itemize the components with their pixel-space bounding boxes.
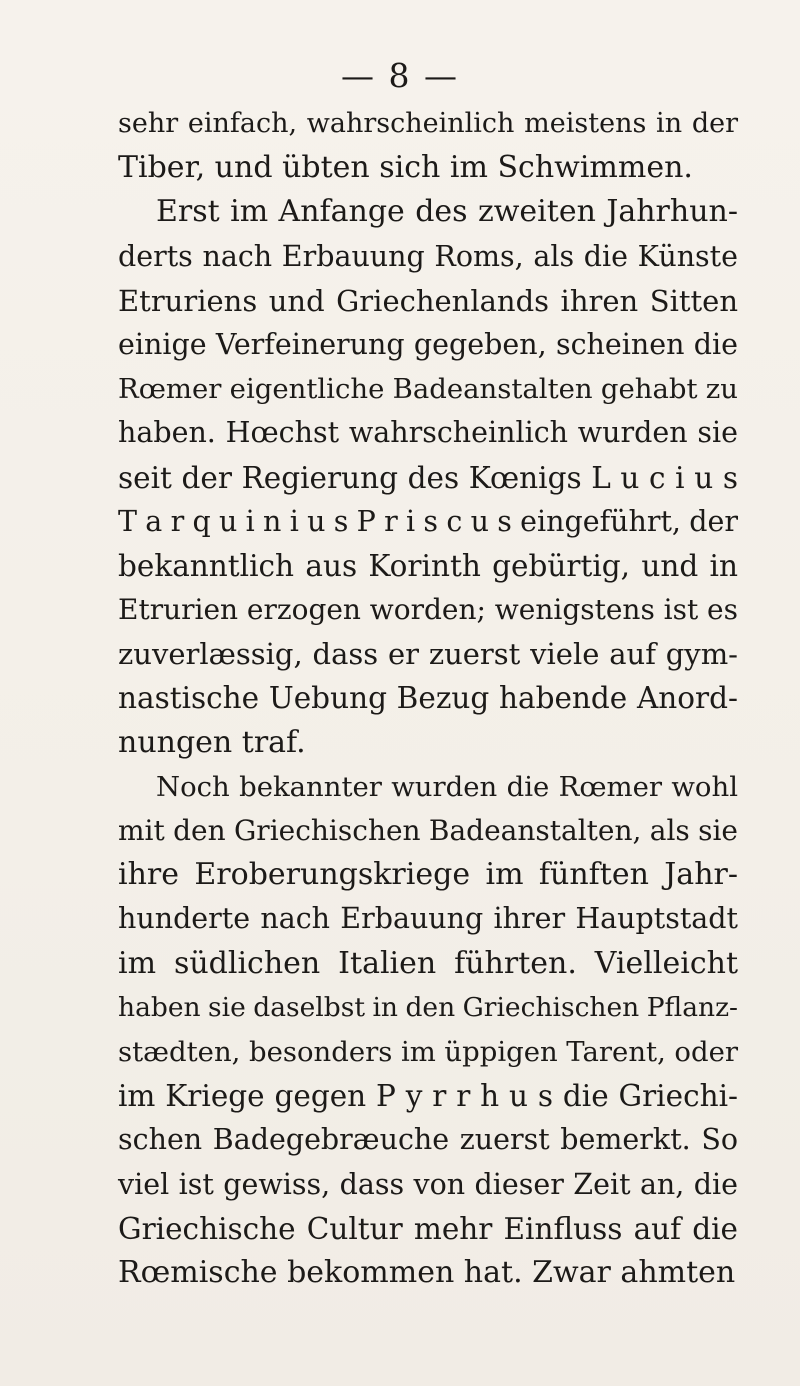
text-line: Rœmische bekommen hat. Zwar ahmten xyxy=(118,1254,736,1290)
text-line: seit der Regierung des Kœnigs L u c i u s xyxy=(118,460,738,495)
text-line: mit den Griechischen Badeanstalten, als sie xyxy=(118,814,738,847)
text-line: hunderte nach Erbauung ihrer Hauptstadt xyxy=(118,902,738,936)
text-line: Tiber, und übten sich im Schwimmen. xyxy=(118,150,693,186)
text-line: Noch bekannter wurden die Rœmer wohl xyxy=(156,770,738,803)
text-line: ihre Eroberungskriege im fünften Jahr- xyxy=(118,857,738,893)
text-line: stædten, besonders im üppigen Tarent, oder xyxy=(118,1035,738,1068)
text-line: Rœmer eigentliche Badeanstalten gehabt zu xyxy=(118,373,738,406)
text-line: nungen traf. xyxy=(118,724,306,760)
text-line: derts nach Erbauung Roms, als die Künste xyxy=(118,239,738,273)
text-line: bekanntlich aus Korinth gebürtig, und in xyxy=(118,548,738,583)
text-line: einige Verfeinerung gegeben, scheinen die xyxy=(118,327,738,361)
body-text xyxy=(118,102,738,1295)
text-line: nastische Uebung Bezug habende Anord- xyxy=(118,681,738,716)
text-line: Erst im Anfange des zweiten Jahrhun- xyxy=(156,194,738,230)
page-number: — 8 — xyxy=(341,56,459,95)
text-line: haben sie daselbst in den Griechischen Pflanz- xyxy=(118,991,738,1023)
text-line: zuverlæssig, dass er zuerst viele auf gym- xyxy=(118,637,738,672)
text-line: sehr einfach, wahrscheinlich meistens in der xyxy=(118,108,738,139)
text-line: schen Badegebræuche zuerst bemerkt. So xyxy=(118,1123,738,1157)
text-line: T a r q u i n i u s P r i s c u s eingeführt, der xyxy=(118,504,738,538)
text-line: im Kriege gegen P y r r h u s die Griechi- xyxy=(118,1079,738,1114)
text-line: im südlichen Italien führten. Vielleicht xyxy=(118,945,738,981)
text-line: Etrurien erzogen worden; wenigstens ist es xyxy=(118,593,738,627)
text-line: Griechische Cultur mehr Einfluss auf die xyxy=(118,1211,738,1246)
text-line: viel ist gewiss, dass von dieser Zeit an, die xyxy=(118,1167,738,1201)
text-line: Etruriens und Griechenlands ihren Sitten xyxy=(118,283,738,318)
text-line: haben. Hœchst wahrscheinlich wurden sie xyxy=(118,416,738,450)
